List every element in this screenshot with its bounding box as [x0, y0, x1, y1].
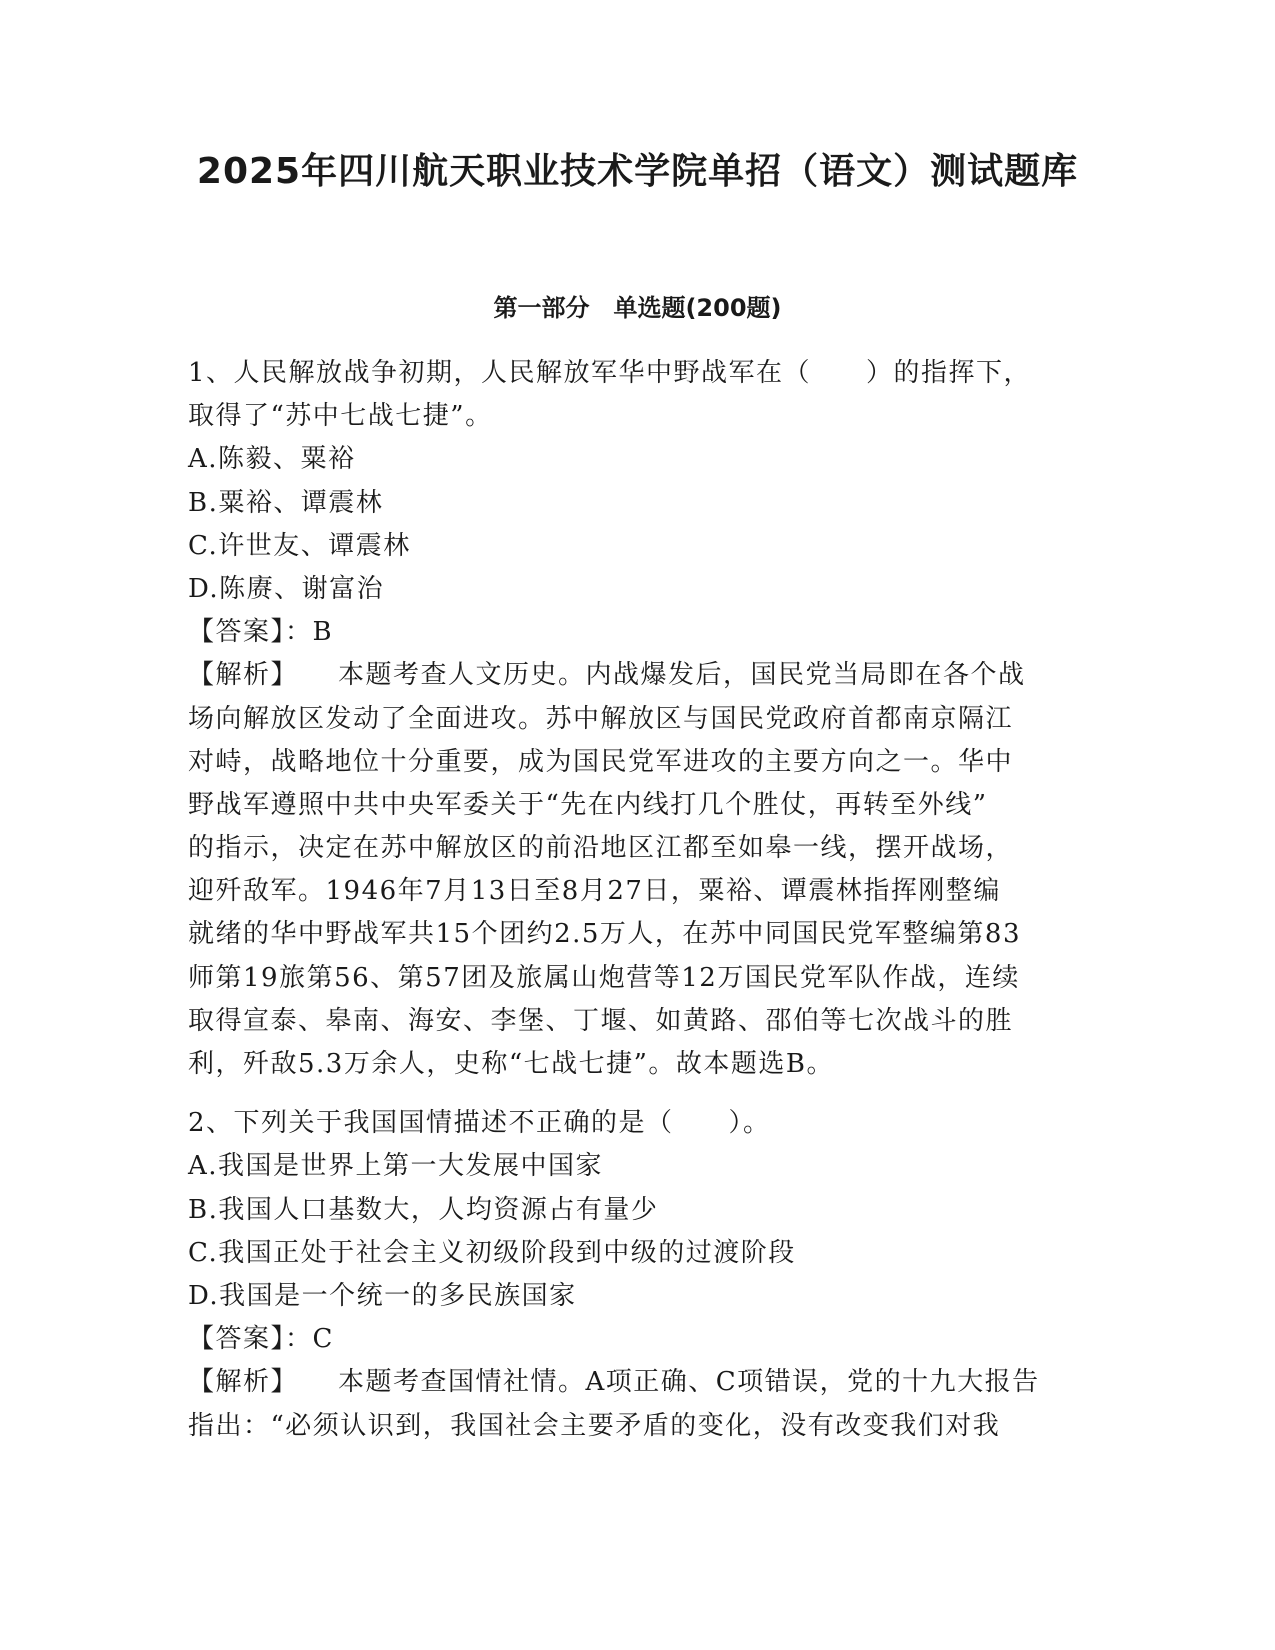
question-stem-line: 1、人民解放战争初期，人民解放军华中野战军在（ ）的指挥下，: [188, 358, 1032, 388]
option-d: D.我国是一个统一的多民族国家: [188, 1280, 577, 1311]
analysis-label: 【解析】: [188, 1367, 299, 1398]
question-stem-line: 2、下列关于我国国情描述不正确的是（ ）。: [188, 1108, 771, 1139]
answer-value: C: [312, 1324, 334, 1355]
answer-value: B: [312, 617, 334, 648]
option-b: B.粟裕、谭震林: [188, 487, 384, 518]
analysis-line: 师第19旅第56、第57团及旅属山炮营等12万国民党军队作战，连续: [188, 962, 1020, 993]
section-title: 第一部分 单选题(200题): [493, 294, 782, 322]
answer-label: 【答案】：: [188, 1324, 313, 1355]
option-c: C.许世友、谭震林: [188, 530, 411, 561]
option-b: B.我国人口基数大，人均资源占有量少: [188, 1194, 659, 1225]
analysis-line: 野战军遵照中共中央军委关于“先在内线打几个胜仗，再转至外线”: [188, 789, 988, 820]
answer-line: [188, 1318, 1078, 1361]
question-stem-line: 取得了“苏中七战七捷”。: [188, 401, 493, 432]
analysis-text: 本题考查国情社情。A项正确、C项错误，党的十九大报告: [338, 1367, 1040, 1398]
option-a: A.陈毅、粟裕: [188, 444, 356, 475]
analysis-first-line: [188, 1361, 1078, 1404]
analysis-text: 本题考查人文历史。内战爆发后，国民党当局即在各个战: [338, 660, 1026, 691]
option-c: C.我国正处于社会主义初级阶段到中级的过渡阶段: [188, 1237, 796, 1268]
analysis-line: 的指示，决定在苏中解放区的前沿地区江都至如皋一线，摆开战场，: [188, 833, 1014, 864]
analysis-line: 场向解放区发动了全面进攻。苏中解放区与国民党政府首都南京隔江: [188, 703, 1014, 734]
document-title: 2025年四川航天职业技术学院单招（语文）测试题库: [196, 151, 1079, 192]
analysis-line: 迎歼敌军。1946年7月13日至8月27日，粟裕、谭震林指挥刚整编: [188, 876, 1001, 907]
analysis-first-line: [188, 654, 1078, 697]
answer-label: 【答案】：: [188, 617, 313, 648]
question-list: [188, 352, 1078, 1448]
option-d: D.陈赓、谢富治: [188, 573, 385, 604]
analysis-label: 【解析】: [188, 660, 299, 691]
analysis-line: 对峙，战略地位十分重要，成为国民党军进攻的主要方向之一。华中: [188, 746, 1014, 777]
answer-line: [188, 611, 1078, 654]
analysis-line: 利，歼敌5.3万余人，史称“七战七捷”。故本题选B。: [188, 1049, 835, 1079]
question-2: [188, 1102, 1078, 1448]
analysis-line: 取得宣泰、皋南、海安、李堡、丁堰、如黄路、邵伯等七次战斗的胜: [188, 1005, 1014, 1036]
analysis-line: 指出：“必须认识到，我国社会主要矛盾的变化，没有改变我们对我: [188, 1410, 1001, 1441]
question-1: [188, 352, 1078, 1086]
analysis-line: 就绪的华中野战军共15个团约2.5万人，在苏中同国民党军整编第83: [188, 919, 1022, 950]
option-a: A.我国是世界上第一大发展中国家: [188, 1151, 604, 1182]
